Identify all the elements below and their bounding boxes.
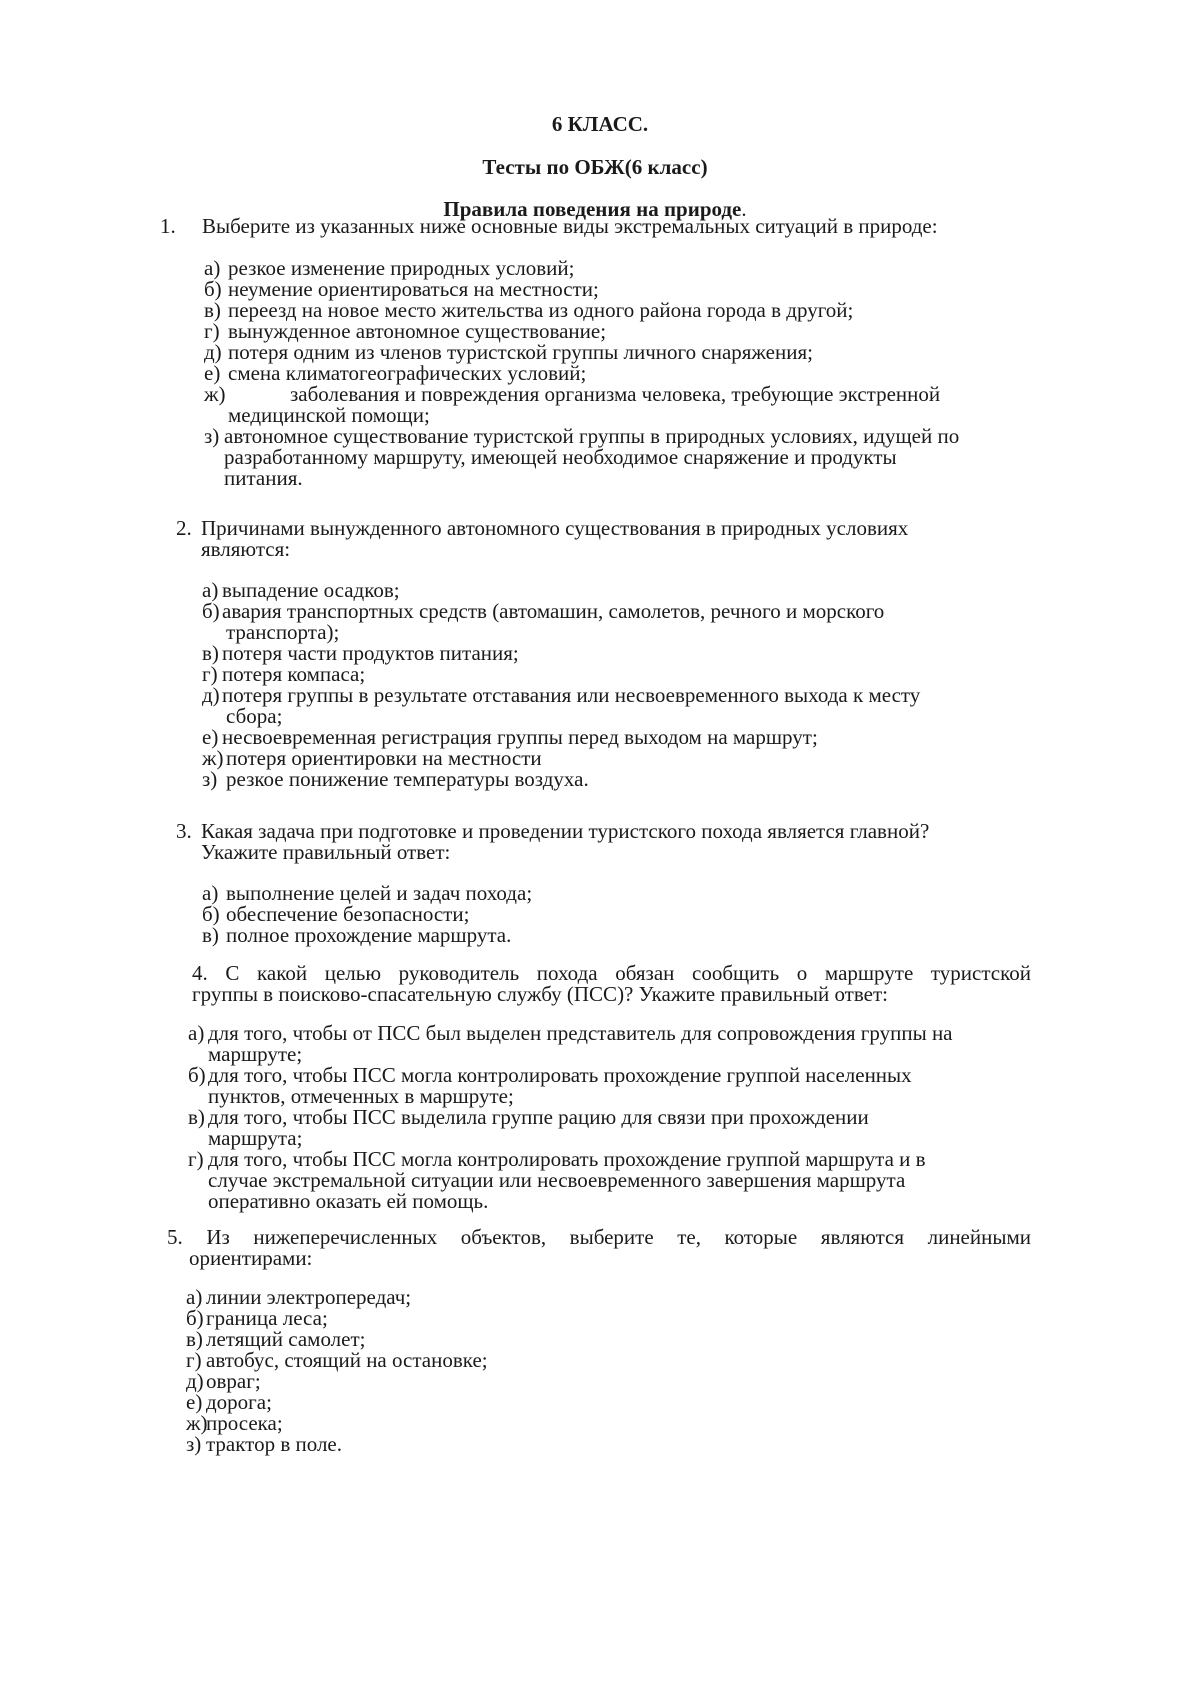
- question-4-options: [188, 1023, 1038, 1212]
- option-text: выпадение осадков;: [222, 578, 400, 602]
- option-continuation: разработанному маршруту, имеющей необходимое снаряжение и продукты: [224, 445, 897, 469]
- option-text: потеря группы в результате отставания или несвоевременного выхода к месту: [222, 683, 921, 707]
- option-text: для того, чтобы от ПСС был выделен представитель для сопровождения группы на: [208, 1021, 953, 1045]
- option-marker: д): [202, 683, 220, 707]
- topic-dot: .: [741, 197, 747, 221]
- option: [202, 580, 1002, 601]
- option-marker: а): [186, 1285, 203, 1309]
- question-3-options: [202, 883, 1002, 946]
- option: [204, 258, 1004, 279]
- option-marker: г): [204, 319, 220, 343]
- option-continuation: медицинской помощи;: [228, 403, 430, 427]
- option: [204, 321, 1004, 342]
- option-marker: в): [186, 1327, 203, 1351]
- option-text: переезд на новое место жительства из одного района города в другой;: [228, 298, 854, 322]
- option: [188, 1065, 1038, 1086]
- question-text: Выберите из указанных ниже основные виды экстремальных ситуаций в природе:: [202, 214, 938, 238]
- question-number: 5.: [167, 1225, 183, 1249]
- option-text: неумение ориентироваться на местности;: [228, 277, 599, 301]
- option-text: дорога;: [206, 1390, 272, 1414]
- option-marker: б): [188, 1063, 206, 1087]
- option-marker: в): [202, 923, 219, 947]
- question-text: [192, 963, 1031, 984]
- option-marker: б): [202, 902, 220, 926]
- option: [202, 664, 1002, 685]
- option-continuation: сбора;: [226, 704, 283, 728]
- option-marker: а): [202, 578, 219, 602]
- option-text: автобус, стоящий на остановке;: [206, 1348, 488, 1372]
- option-marker: в): [204, 298, 221, 322]
- option-continuation: маршруте;: [208, 1042, 303, 1066]
- question-text-line-1: С какой целью руководитель похода обязан сообщить о маршруте туристской: [225, 961, 1031, 985]
- option: [202, 883, 1002, 904]
- question-text-line-2: ориентирами:: [189, 1246, 313, 1270]
- question-2-options: [202, 580, 1002, 790]
- option-marker: ж): [202, 746, 224, 770]
- option-marker: а): [204, 256, 221, 280]
- option: [186, 1371, 786, 1392]
- question-number: 2.: [176, 516, 192, 540]
- option-text: вынужденное автономное существование;: [228, 319, 607, 343]
- option-text: несвоевременная регистрация группы перед выходом на маршрут;: [222, 725, 818, 749]
- option: [202, 685, 1002, 706]
- option-marker: а): [202, 881, 219, 905]
- option-continuation: пунктов, отмеченных в маршруте;: [208, 1084, 514, 1108]
- option-text: трактор в поле.: [206, 1432, 343, 1456]
- option-text: потеря части продуктов питания;: [222, 641, 519, 665]
- option: [202, 925, 1002, 946]
- question-text: Причинами вынужденного автономного существования в природных условиях: [201, 516, 909, 540]
- option: [204, 426, 1004, 447]
- option-text: овраг;: [206, 1369, 261, 1393]
- option-text: потеря компаса;: [222, 662, 366, 686]
- option-marker: в): [188, 1105, 205, 1129]
- option: [202, 601, 1002, 622]
- question-text: Какая задача при подготовке и проведении туристского похода является главной?: [201, 819, 930, 843]
- document-grade: 6 КЛАСС.: [551, 112, 649, 136]
- option-marker: з): [204, 424, 220, 448]
- option-text: смена климатогеографических условий;: [228, 361, 587, 385]
- option: [202, 748, 1002, 769]
- option: [186, 1413, 786, 1434]
- question-text-line-2: являются:: [201, 537, 291, 561]
- option: [186, 1350, 786, 1371]
- option: [186, 1392, 786, 1413]
- option-text: авария транспортных средств (автомашин, самолетов, речного и морского: [222, 599, 885, 623]
- option: [202, 904, 1002, 925]
- question-1-options: [204, 258, 1004, 489]
- option: [186, 1434, 786, 1455]
- option-marker: з): [186, 1432, 202, 1456]
- question-number: 3.: [176, 819, 192, 843]
- option-text: выполнение целей и задач похода;: [226, 881, 533, 905]
- option-text: резкое изменение природных условий;: [228, 256, 575, 280]
- question-4: [192, 963, 1031, 1005]
- option-text: автономное существование туристской группы в природных условиях, идущей по: [224, 424, 960, 448]
- topic-text: Правила поведения на природе: [443, 197, 742, 221]
- question-number: 4.: [192, 961, 208, 985]
- option-marker: г): [188, 1147, 204, 1171]
- question-text: [167, 1227, 1031, 1248]
- option: [202, 769, 1002, 790]
- option-marker: ж): [204, 382, 226, 406]
- question-5: [167, 1227, 1031, 1269]
- option-marker: е): [202, 725, 219, 749]
- option-continuation: случае экстремальной ситуации или несвоевременного завершения маршрута: [208, 1168, 906, 1192]
- question-text-line-2: Укажите правильный ответ:: [201, 840, 451, 864]
- option-text: для того, чтобы ПСС могла контролировать прохождение группой маршрута и в: [208, 1147, 926, 1171]
- option-text: заболевания и повреждения организма человека, требующие экстренной: [290, 382, 941, 406]
- option-text: обеспечение безопасности;: [226, 902, 470, 926]
- option-text: граница леса;: [206, 1306, 328, 1330]
- option-text: резкое понижение температуры воздуха.: [226, 767, 589, 791]
- option: [188, 1023, 1038, 1044]
- option-text: просека;: [206, 1411, 283, 1435]
- question-text-line-2: группы в поисково-спасательную службу (ПСС)? Укажите правильный ответ:: [192, 982, 888, 1006]
- document-subtitle: Тесты по ОБЖ(6 класс): [482, 155, 708, 179]
- option-continuation: оперативно оказать ей помощь.: [208, 1189, 489, 1213]
- option: [204, 363, 1004, 384]
- option-text: полное прохождение маршрута.: [226, 923, 512, 947]
- option-marker: д): [186, 1369, 204, 1393]
- option-text: летящий самолет;: [206, 1327, 366, 1351]
- option-marker: ж): [186, 1411, 208, 1435]
- option-text: потеря ориентировки на местности: [226, 746, 542, 770]
- option: [202, 727, 1002, 748]
- option-continuation: маршрута;: [208, 1126, 303, 1150]
- option-marker: г): [186, 1348, 202, 1372]
- option-text: для того, чтобы ПСС выделила группе рацию для связи при прохождении: [208, 1105, 869, 1129]
- option-marker: в): [202, 641, 219, 665]
- option-marker: а): [188, 1021, 205, 1045]
- option: [202, 643, 1002, 664]
- option-marker: е): [186, 1390, 203, 1414]
- question-5-options: [186, 1287, 786, 1455]
- option: [204, 279, 1004, 300]
- option-marker: з): [202, 767, 218, 791]
- option: [186, 1308, 786, 1329]
- option-marker: б): [186, 1306, 204, 1330]
- option-text: для того, чтобы ПСС могла контролировать прохождение группой населенных: [208, 1063, 912, 1087]
- question-number: 1.: [160, 214, 176, 238]
- option-continuation: питания.: [224, 466, 303, 490]
- option-marker: д): [204, 340, 222, 364]
- option: [188, 1149, 1038, 1170]
- option: [188, 1107, 1038, 1128]
- option: [204, 300, 1004, 321]
- option-marker: б): [202, 599, 220, 623]
- option: [204, 384, 1004, 405]
- option-text: потеря одним из членов туристской группы личного снаряжения;: [228, 340, 813, 364]
- option-marker: б): [204, 277, 222, 301]
- option: [186, 1287, 786, 1308]
- option-marker: г): [202, 662, 218, 686]
- option: [186, 1329, 786, 1350]
- option-marker: е): [204, 361, 221, 385]
- option: [204, 342, 1004, 363]
- question-text-line-1: Из нижеперечисленных объектов, выберите те, которые являются линейными: [206, 1225, 1031, 1249]
- option-text: линии электропередач;: [206, 1285, 412, 1309]
- option-continuation: транспорта);: [226, 620, 340, 644]
